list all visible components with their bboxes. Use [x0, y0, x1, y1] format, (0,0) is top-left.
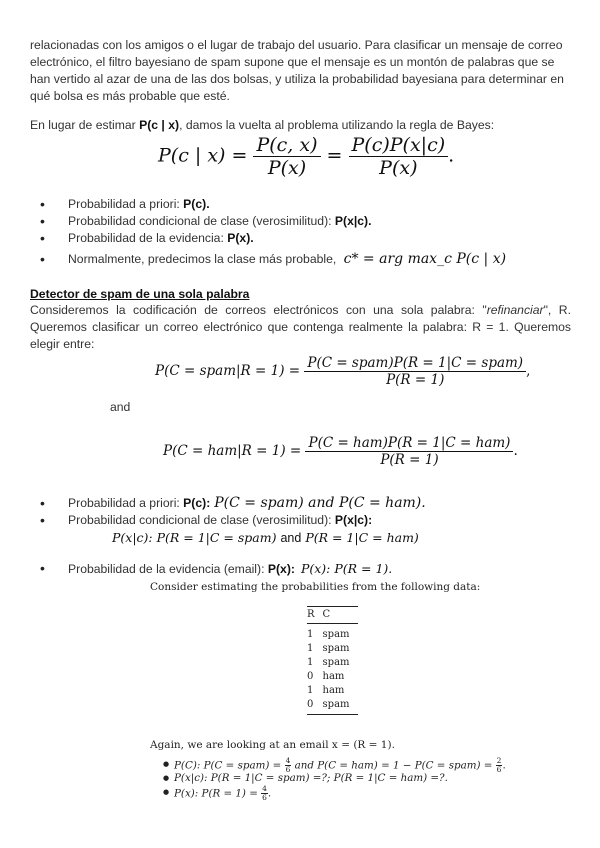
embedded-prior-c: . — [502, 759, 506, 772]
embedded-item-likelihood — [163, 771, 506, 785]
spam-eq-lhs: P(C = spam|R = 1) = — [155, 363, 301, 379]
data-table — [307, 606, 358, 715]
table-header-c: C — [323, 607, 358, 624]
table-cell: 0 — [307, 698, 323, 715]
ham-equation — [163, 435, 518, 468]
table-cell: ham — [322, 671, 345, 682]
embedded-evidence-b: . — [267, 787, 272, 800]
bayes-intro-term: P(c | x) — [139, 118, 180, 132]
ham-eq-end: . — [513, 443, 518, 459]
frac-den: 6 — [285, 765, 291, 774]
bullet-spam-prior-term: P(c): — [183, 496, 211, 510]
evidence-bullet-list — [40, 560, 392, 577]
ham-eq-den: P(R = 1) — [380, 452, 439, 468]
section-heading-text: Detector de spam de una sola palabra — [30, 287, 250, 301]
bullet-spam-likelihood — [40, 512, 426, 529]
specific-bullets — [40, 495, 426, 529]
bullet-evidence — [40, 230, 506, 247]
embedded-list — [163, 756, 506, 802]
bullet-evidence-term: P(x). — [227, 231, 254, 245]
bullet-likelihood — [40, 213, 506, 230]
bayes-frac2 — [349, 134, 449, 179]
intro-paragraph: relacionadas con los amigos o el lugar de trabajo del usuario. Para clasificar un mensaje de correo electrónico, el filtro bayesiano de spam supone que el mensaje es un montón de palabras que se han vertido al azar de una de las dos bolsas, y utiliza la probabilidad bayesiana para determinar en qué bolsa es más probable que esté. — [30, 38, 564, 103]
section-paragraph-before: Consideremos la codificación de correos electrónicos con una sola palabra: " — [30, 303, 487, 317]
bayes-equation — [158, 134, 454, 179]
bullet-spam-evidence — [40, 560, 392, 577]
bayes-frac1 — [253, 134, 320, 179]
frac-num: 2 — [496, 756, 502, 765]
likelihood-sub-a: P(x|c): P(R = 1|C = spam) — [112, 530, 277, 545]
table-cell: 1 — [307, 657, 314, 668]
frac-num: 4 — [262, 784, 267, 793]
spam-equation — [155, 355, 530, 388]
embedded-evidence-frac — [261, 785, 268, 802]
general-bullets — [40, 196, 506, 268]
embedded-prior-b: and P(C = ham) = 1 − P(C = spam) = — [291, 759, 496, 772]
bullet-predict-math: c* = arg max_c P(c | x) — [343, 251, 507, 267]
bayes-lhs: P(c | x) = — [158, 144, 248, 167]
bayes-end: . — [448, 144, 455, 167]
table-cell: 0 — [307, 671, 314, 682]
bayes-intro-before: En lugar de estimar — [30, 118, 140, 132]
bullet-evidence-text: Probabilidad de la evidencia: — [68, 231, 228, 245]
likelihood-sub-and: and — [280, 531, 302, 545]
bayes-frac2-num: P(c)P(x|c) — [349, 134, 449, 157]
frac-num: 4 — [285, 756, 291, 765]
table-row — [307, 684, 358, 698]
embedded-likelihood-a: P(x|c): P(R = 1|C = spam) =?; P(R = 1|C = ham) =?. — [174, 772, 448, 784]
bullet-predict — [40, 251, 506, 268]
bayes-frac1-den: P(x) — [267, 157, 307, 179]
bullet-spam-prior — [40, 495, 426, 512]
bullet-likelihood-term: P(x|c). — [334, 214, 372, 228]
ham-eq-num: P(C = ham)P(R = 1|C = ham) — [305, 435, 513, 452]
table-cell: spam — [322, 643, 350, 654]
bullet-predict-text: Normalmente, predecimos la clase más probable, — [68, 252, 340, 266]
bayes-intro-after: , damos la vuelta al problema utilizando la regla de Bayes: — [179, 118, 495, 132]
embedded-again-text: Again, we are looking at an email x = (R = 1). — [150, 739, 395, 751]
table-row — [307, 624, 358, 643]
table-cell: 1 — [307, 629, 314, 640]
frac-den: 6 — [262, 793, 267, 802]
bullet-spam-prior-math: P(C = spam) and P(C = ham). — [214, 495, 426, 511]
and-word: and — [110, 400, 131, 414]
section-paragraph — [30, 302, 571, 353]
ham-eq-frac — [305, 435, 513, 468]
embedded-prior-a: P(C): P(C = spam) = — [174, 759, 285, 772]
bullet-spam-evidence-term: P(x): — [267, 562, 295, 576]
table-cell: 1 — [307, 685, 314, 696]
spam-eq-den: P(R = 1) — [386, 372, 445, 388]
embedded-item-evidence — [163, 784, 506, 802]
bullet-prior-term: P(c). — [183, 197, 210, 211]
section-paragraph-after: ", R. Queremos clasificar un correo electrónico que contenga realmente la palabra: R = 1. Queremos elegir entre: — [30, 303, 571, 351]
table-row — [307, 656, 358, 670]
embedded-evidence-a: P(x): P(R = 1) = — [174, 787, 262, 800]
bullet-spam-likelihood-term: P(x|c): — [334, 513, 373, 527]
table-row — [307, 698, 358, 715]
spam-eq-end: , — [526, 363, 531, 379]
table-cell: spam — [323, 698, 358, 715]
bullet-spam-evidence-text: Probabilidad de la evidencia (email): — [68, 562, 268, 576]
table-row — [307, 642, 358, 656]
table-row — [307, 670, 358, 684]
bullet-prior — [40, 196, 506, 213]
bayes-eq: = — [326, 144, 343, 167]
likelihood-sub-line — [112, 530, 419, 545]
section-heading — [30, 286, 571, 303]
bayes-frac1-num: P(c, x) — [253, 134, 320, 157]
table-cell: ham — [322, 685, 345, 696]
bayes-frac2-den: P(x) — [379, 157, 418, 179]
bullet-spam-evidence-math: P(x): P(R = 1). — [300, 561, 393, 576]
embedded-item-prior — [163, 756, 506, 774]
section-paragraph-word: refinanciar — [486, 303, 544, 317]
ham-eq-lhs: P(C = ham|R = 1) = — [163, 443, 302, 459]
embedded-caption: Consider estimating the probabilities from the following data: — [150, 581, 481, 593]
likelihood-sub-b: P(R = 1|C = ham) — [305, 530, 419, 545]
bullet-likelihood-text: Probabilidad condicional de clase (verosimilitud): — [68, 214, 335, 228]
table-cell: 1 — [307, 643, 314, 654]
spam-eq-num: P(C = spam)P(R = 1|C = spam) — [304, 355, 526, 372]
table-header-r: R — [307, 607, 323, 624]
bayes-intro — [30, 117, 571, 134]
frac-den: 6 — [496, 765, 502, 774]
bullet-spam-prior-text: Probabilidad a priori: — [68, 496, 184, 510]
spam-eq-frac — [304, 355, 526, 388]
bullet-prior-text: Probabilidad a priori: — [68, 197, 184, 211]
bullet-spam-likelihood-text: Probabilidad condicional de clase (verosimilitud): — [68, 513, 335, 527]
table-cell: spam — [322, 657, 350, 668]
table-cell: spam — [322, 629, 350, 640]
